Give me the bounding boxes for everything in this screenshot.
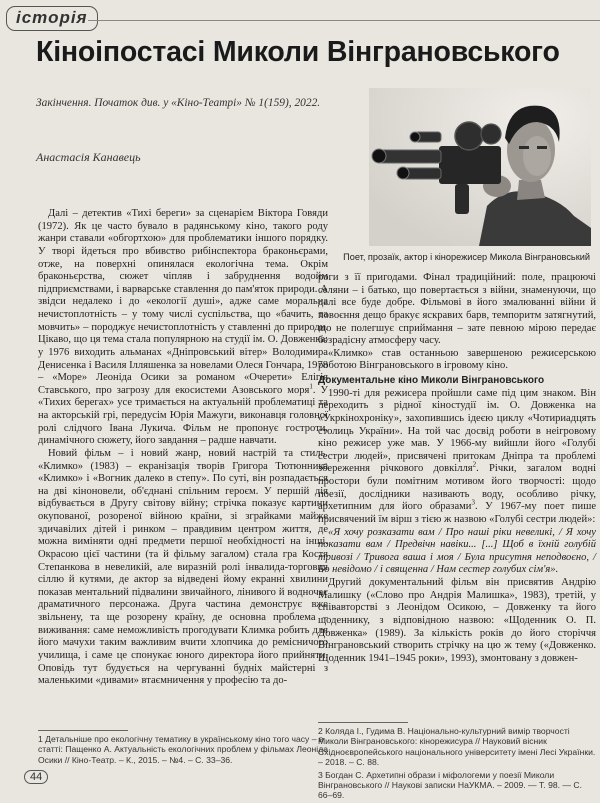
author-name: Анастасія Канавець: [36, 150, 141, 164]
right-column: [318, 272, 596, 665]
poem-quote: «Я хочу розказати вам / Про наші ріки невеликі, / Я хочу показати вам / Предвічн навіки... [...] Щоб в їхній голубій тривозі / Тривога ваша і моя / Була присутня неподвоєно, / Бо невідомо / і священна / Нам сестер голубих сім'я».: [318, 526, 596, 576]
continuation-note: Закінчення. Початок див. у «Кіно-Театрі» № 1(159), 2022.: [36, 97, 321, 109]
footnote: 2 Коляда І., Гудима В. Національно-культурний вимір творчості Миколи Вінграновського: кінорежисура // Науковий вісник Східноєвропейського національного університету імені Лесі Українки. – 2018. – С. 88.: [318, 726, 596, 768]
page-number: 44: [24, 770, 48, 784]
text-span: 1990-ті для режисера пройшли саме під цим знаком. Він переходить з рідної кіностудії ім. О. Довженка на «Укркінохроніку», захопившись ідеєю циклу «Чотириадцять столиць України». На той час досвід роботи в неігровому кіно режисер уже мав. У 1966-му вийшли його «Голубі сестри людей», присвячені притокам Дніпра та проблемі збереження річкового довкілля: [318, 387, 596, 475]
footnote: 3 Богдан С. Архетипні образи і міфологеми у поезії Миколи Вінграновського // Наукові записки НаУКМА. – 2009. — Т. 98. — С. 66–69.: [318, 769, 583, 801]
paragraph: Новий фільм – і новий жанр, новий настрій та стиль. «Климко» (1983) – екранізація творів Григора Тютюнника «Климко» і «Вогник далеко в степу». По суті, він розпадається на дві кіноновели, об'єднані спільним героєм. У першій дія відбувається в Другу світову війну; стрічка показує картини окупованої, розореної війною країни, зі зграйками майже здичавілих дітей і ринком – правдивим центром життя, де можна виміняти одні предмети першої необхідності на інші. Окрасою цієї частини (та й фільму загалом) стала гра Костя Степанкова в невеликій, але виразній ролі інвалида-торговця сіллю й кутями, де актор за відведені йому екранні хвилини показав ментальний підвалини звичайного, лінивого й водночас драматичного персонажа. Друга частина демонструє вже звільнену, та ще розорену країну, де основна проблема – виживання: саме неможливість прогодувати Климка робить для його мачухи таким важливим вчити хлопчика до ремісничого училища, і саме це спонукає юного директора його прийняти. Оповідь тут будується на чергуванні будніх майстерні з маленькими «дивами» втаємничення у професію та до-: [38, 447, 328, 687]
paragraph: [318, 388, 596, 527]
text-span: . У 1967-му поет пише присвячений їм вірш з тією ж назвою «Голубі сестри людей»:: [318, 501, 596, 525]
text-span: . Річки, загалом водні простори були помітним мотивом його творчості: щодо поезії, дослідники називають воду, особливо річку, архетипним для його образами: [318, 463, 596, 513]
paragraph: «Климко» став останньою завершеною режисерською роботою Вінграновського в ігровому кіно.: [318, 347, 596, 372]
footnotes-left: [38, 730, 328, 767]
footnote-ref[interactable]: 1: [309, 382, 313, 391]
footnote-rule: [38, 730, 128, 731]
section-tag: історія: [6, 6, 98, 31]
left-column: [38, 208, 328, 688]
footnotes-right: [318, 722, 596, 803]
article-title: Кіноіпостасі Миколи Вінграновського: [36, 36, 560, 68]
photo-illustration: [369, 88, 591, 246]
photo-caption: Поет, прозаїк, актор і кінорежисер Микола Вінграновський: [343, 252, 590, 262]
footnote-rule: [318, 722, 408, 723]
footnote: 1 Детальніше про екологічну тематику в українському кіно того часу – в статті: Пащенко А. Актуальність екологічних проблем у фільмах Леоніда Осики // Кіно-Театр. – К., 2015. – №4. – С. 33–36.: [38, 734, 328, 765]
paragraph: Другий документальний фільм він присвятив Андрію Малишку («Слово про Андрія Малишка», 1983), третій, у співавторстві з Леонідом Осикою, – Довженку та його щоденнику, з відповідною назвою: «Щоденник О. П. Довженка» (1989). За кількість років до його сторіччя Вінграновський створить стрічку на цю ж тему («Довженко. Щоденник 1941–1945 роки», 1993), змонтовану з довжен-: [318, 577, 596, 664]
text-span: Далі – детектив «Тихі береги» за сценарієм Віктора Говяди (1972). Як це часто бувало в радянському кіно, такого роду жанри ставали «обгортхою» для проблематики іншого порядку. У творі йдеться про вбивство рибінспектора браконьєрами, отже, на поверхні опинялася екологічна тема. Окрім браконьєрства, сюжет чіпляв і забруднення водойм підприємствами, і варварське ставлення до пам'яток природи. А звідси недалеко і до «екології душі», адже саме моральна нечистоплотність – у тому числі суспільства, що «бачить, та мовчить» – породжує нечистоплотність у ставленні до природи. Цікаво, що ця тема стала популярною на студії ім. О. Довженка: у 1976 виходить альманах «Дніпровський вітер» Володимира Денисенка і Василя Ілляшенка за новелами Олеся Гончара, 1978 – «Море» Леоніда Осики за романом «Очерети» Елігія Ставського, про загрозу для екосистеми Азовського моря: [38, 208, 328, 396]
section-subheading: Документальне кіно Миколи Вінграновського: [318, 375, 545, 386]
footnote-ref[interactable]: 2: [472, 460, 477, 469]
text-span: . У «Тихих берегах» усе тримається на актуальній проблематиці та на акторській грі, передусім Юрія Мажуги, виконавця головної ролі слідчого Івана Лукича. Фільм не пропонує гостроти, динамічного сюжету, його завдання – радше навчати.: [38, 384, 328, 447]
footnote-ref[interactable]: 3: [471, 498, 475, 507]
paragraph: роги з її пригодами. Фінал традиційний: поле, працюючі селяни – і батько, що повертається з війни, знаменуючи, що далі все буде добре. Фільмові в його змалюванні війни й повоєння дещо бракує яскравих барв, темпоритм затягнутий, що не полегшує сприймання – зате певною мірою передає безрадісну атмосферу часу.: [318, 272, 596, 347]
header-rule: [88, 20, 600, 21]
portrait-photo: [369, 88, 591, 246]
paragraph: [38, 208, 328, 448]
